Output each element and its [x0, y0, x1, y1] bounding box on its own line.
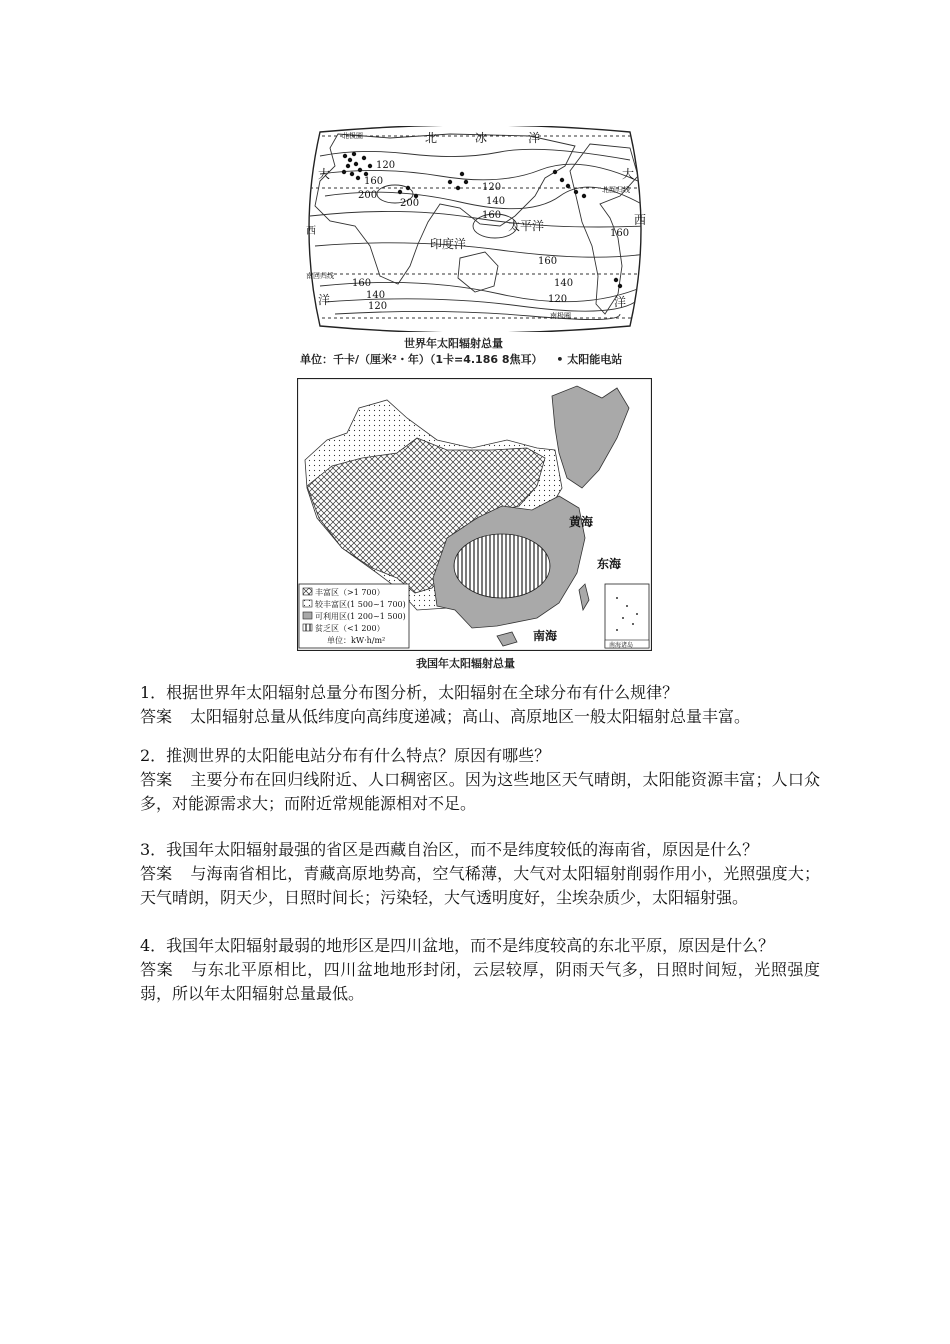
world-map-title: 世界年太阳辐射总量 [404, 337, 503, 350]
iso-label: 120 [548, 294, 568, 305]
label-ocean-se: 洋 [614, 295, 627, 309]
iso-label: 120 [482, 182, 502, 193]
answer-text [140, 958, 820, 1006]
sea-yellow-label: 黄海 [569, 515, 594, 529]
qa-block-3 [140, 838, 820, 910]
label-ocean-sw: 洋 [318, 293, 331, 307]
label-north: 北 [425, 131, 438, 145]
answer-body: 与海南省相比，青藏高原地势高，空气稀薄，大气对太阳辐射削弱作用小，光照强度大；天气晴朗，阴天少，日照时间长；污染轻，大气透明度好，尘埃杂质少，太阳辐射强。 [140, 864, 820, 907]
iso-label: 120 [376, 160, 396, 171]
question-text: 3．我国年太阳辐射最强的省区是西藏自治区，而不是纬度较低的海南省，原因是什么？ [140, 840, 759, 859]
question-text: 1．根据世界年太阳辐射总量分布图分析，太阳辐射在全球分布有什么规律？ [140, 683, 679, 702]
legend-item: 较丰富区(1 500~1 700) [315, 600, 406, 609]
south-china-sea-inset [605, 584, 649, 648]
iso-label: 140 [366, 290, 386, 301]
iso-label: 120 [368, 301, 388, 312]
label-tropic-cancer: 北回归线 [602, 186, 630, 194]
label-indian-ocean: 印度洋 [430, 237, 467, 251]
legend-item: 可利用区(1 200~1 500) [315, 612, 406, 621]
sea-east-label: 东海 [597, 557, 622, 571]
iso-label: 160 [482, 210, 502, 221]
iso-label: 160 [364, 176, 384, 187]
question-text: 4．我国年太阳辐射最弱的地形区是四川盆地，而不是纬度较高的东北平原，原因是什么？ [140, 936, 775, 955]
answer-label: 答案 [140, 864, 173, 883]
legend-item: 丰富区（>1 700） [315, 588, 385, 597]
legend-item: 贫乏区（<1 200） [315, 624, 385, 633]
label-da-west: 大 [318, 167, 331, 181]
china-map-title: 我国年太阳辐射总量 [416, 657, 515, 670]
answer-body: 与东北平原相比，四川盆地地形封闭，云层较厚，阴雨天气多，日照时间短，光照强度弱，所以年太阳辐射总量最低。 [140, 960, 820, 1003]
iso-label: 160 [610, 228, 630, 239]
label-xi-west: 西 [306, 226, 316, 237]
sea-south-label: 南海 [533, 629, 558, 643]
label-ocean-north: 洋 [528, 131, 541, 145]
label-antarctic-circle: 南极圈 [550, 312, 571, 320]
answer-label: 答案 [140, 770, 173, 789]
iso-label: 160 [538, 256, 558, 267]
world-map-unit-line [300, 351, 622, 367]
unit-text: 单位：千卡/（厘米²・年）（1卡=4.186 8焦耳） [300, 353, 543, 366]
iso-label: 140 [554, 278, 574, 289]
world-radiation-map [300, 126, 650, 332]
china-radiation-map [297, 378, 652, 651]
answer-label: 答案 [140, 707, 173, 726]
answer-body: 太阳辐射总量从低纬度向高纬度递减；高山、高原地区一般太阳辐射总量丰富。 [190, 707, 751, 726]
answer-text [140, 768, 820, 816]
answer-text [140, 705, 820, 729]
station-dot-icon: • [556, 353, 564, 366]
answer-text [140, 862, 820, 910]
label-xi-east: 西 [634, 213, 647, 227]
iso-label: 200 [358, 190, 378, 201]
iso-label: 140 [486, 196, 506, 207]
answer-body: 主要分布在回归线附近、人口稠密区。因为这些地区天气晴朗，太阳能资源丰富；人口众多，对能源需求大；而附近常规能源相对不足。 [140, 770, 820, 813]
label-pacific-ocean: 太平洋 [508, 219, 545, 233]
station-legend-text: 太阳能电站 [567, 353, 623, 366]
label-da-east: 大 [622, 167, 635, 181]
label-arctic-circle: 北极圈 [342, 132, 363, 140]
qa-block-4 [140, 934, 820, 1006]
label-ice: 冰 [475, 131, 488, 145]
iso-label: 200 [400, 198, 420, 209]
label-tropic-capricorn: 南回归线 [306, 272, 334, 280]
legend-unit: 单位：kW·h/m² [327, 636, 386, 645]
question-text: 2．推测世界的太阳能电站分布有什么特点？原因有哪些？ [140, 746, 551, 765]
iso-label: 160 [352, 278, 372, 289]
region-poor [454, 534, 550, 598]
qa-block-1 [140, 681, 820, 729]
answer-label: 答案 [140, 960, 174, 979]
inset-label: 南海诸岛 [609, 642, 634, 649]
qa-block-2 [140, 744, 820, 816]
